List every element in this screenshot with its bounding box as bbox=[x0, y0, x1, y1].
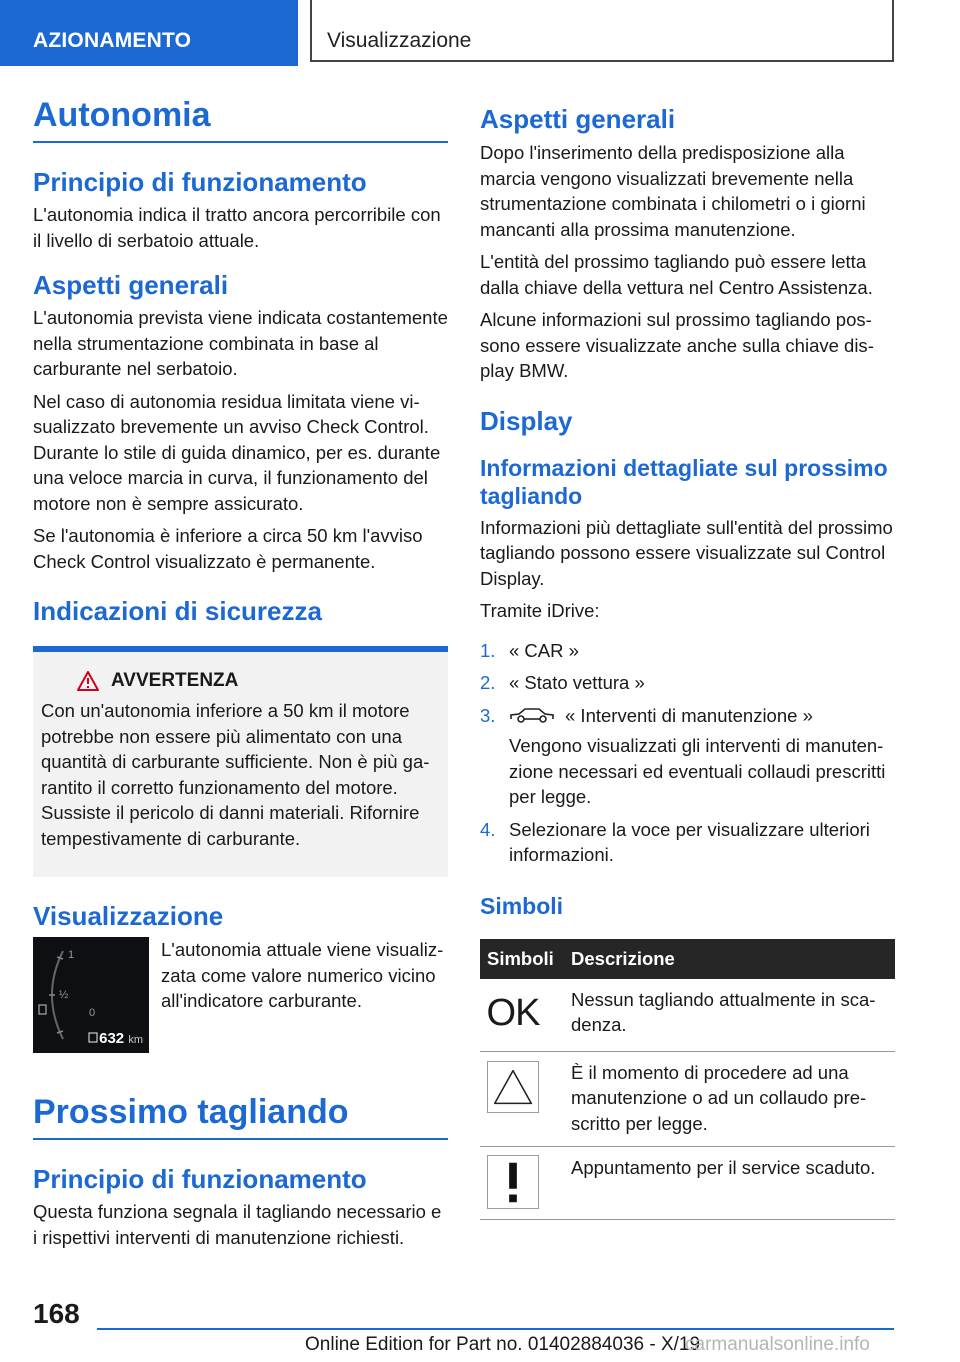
step-text[interactable]: « Interventi di manutenzione » bbox=[565, 704, 813, 726]
table-row bbox=[480, 979, 895, 1052]
left-column bbox=[33, 96, 448, 1250]
table-row bbox=[480, 1147, 895, 1220]
table-header-symbols: Simboli bbox=[480, 939, 564, 979]
gauge-tick-1: 1 bbox=[68, 949, 75, 961]
exclamation-icon bbox=[487, 1154, 539, 1210]
text-right-2: L'entità del prossimo tagliando può essere letta dalla chiave della vettura nel Centro Assistenza. bbox=[480, 251, 873, 298]
text-right-3: Alcune informazioni sul prossimo tagliando possono essere visualizzate anche sulla chiave display BMW. bbox=[480, 309, 874, 381]
exclamation-symbol bbox=[487, 1155, 539, 1209]
right-column bbox=[480, 96, 895, 1220]
symbol-cell bbox=[480, 1147, 564, 1220]
idrive-steps bbox=[480, 638, 895, 868]
footer-divider bbox=[97, 1328, 894, 1330]
step-item bbox=[480, 703, 895, 810]
step-text[interactable]: « Stato vettura » bbox=[509, 672, 645, 693]
page-number: 168 bbox=[33, 1298, 80, 1329]
description-cell: Nessun tagliando attualmente in scadenza. bbox=[564, 979, 895, 1052]
step-item bbox=[480, 670, 895, 696]
warning-header bbox=[41, 670, 440, 692]
step-number: 3. bbox=[480, 704, 496, 726]
section-tab[interactable]: AZIONAMENTO bbox=[0, 0, 298, 66]
text-right-1: Dopo l'inserimento della predisposizione alla marcia vengono visualizzati brevemente nella strumentazione combinata i chilometri o i giorni mancanti alla prossima manutenzione. bbox=[480, 142, 866, 240]
heading-aspetti-right: Aspetti generali bbox=[480, 104, 676, 134]
step-number: 4. bbox=[480, 818, 496, 840]
description-cell: Appuntamento per il service scaduto. bbox=[564, 1147, 895, 1220]
warning-icon bbox=[77, 671, 99, 691]
page-title: Autonomia bbox=[33, 96, 448, 143]
gauge-unit: km bbox=[128, 1034, 143, 1046]
table-row bbox=[480, 1051, 895, 1147]
step-number: 1. bbox=[480, 639, 496, 661]
fuel-gauge-image bbox=[33, 937, 149, 1053]
description-cell: È il momento di procedere ad una manutenzione o ad un collaudo prescritto per legge. bbox=[564, 1051, 895, 1147]
table-header-description: Descrizione bbox=[564, 939, 895, 979]
text-visualizzazione: L'autonomia attuale viene visualizzata come valore numerico vicino all'indicatore carburante. bbox=[161, 939, 444, 1011]
step-number: 2. bbox=[480, 672, 496, 693]
triangle-symbol bbox=[487, 1060, 539, 1114]
step-body bbox=[509, 703, 895, 810]
heading-principio-2: Principio di funzionamento bbox=[33, 1164, 367, 1194]
symbol-cell bbox=[480, 1051, 564, 1147]
gauge-value bbox=[99, 1030, 143, 1047]
heading-visualizzazione: Visualizzazione bbox=[33, 901, 224, 931]
heading-principio: Principio di funzionamento bbox=[33, 167, 367, 197]
text-aspetti-1: L'autonomia prevista viene indicata costantemente nella strumentazione combinata in base al carburante nel serbatoio. bbox=[33, 307, 448, 379]
warning-title: AVVERTENZA bbox=[111, 670, 239, 691]
ok-symbol bbox=[487, 987, 539, 1041]
step-line bbox=[509, 703, 895, 729]
gauge-tick-half: ½ bbox=[59, 989, 69, 1001]
triangle-icon bbox=[487, 1060, 539, 1114]
step-text[interactable]: « CAR » bbox=[509, 639, 579, 661]
footer-edition: Online Edition for Part no. 01402884036 - X/19 bbox=[305, 1334, 701, 1355]
header-bar bbox=[0, 0, 960, 66]
visualizzazione-row bbox=[33, 937, 448, 1053]
text-aspetti-3: Se l'autonomia è inferiore a circa 50 km l'avviso Check Control visualizzato è permanente. bbox=[33, 525, 423, 572]
text-aspetti-2: Nel caso di autonomia residua limitata viene visualizzato brevemente un avviso Check Control. Durante lo stile di guida dinamico, per es. durante una veloce marcia in curva, il funzionamento del motore non è sempre assicurato. bbox=[33, 390, 441, 514]
watermark: carmanualsonline.info bbox=[685, 1334, 870, 1355]
text-principio: L'autonomia indica il tratto ancora percorribile con il livello di serbatoio attuale. bbox=[33, 204, 441, 251]
step-item bbox=[480, 638, 895, 664]
step-item bbox=[480, 817, 895, 868]
symbols-table bbox=[480, 939, 895, 1221]
gauge-number: 632 bbox=[99, 1030, 125, 1047]
heading-sicurezza: Indicazioni di sicurezza bbox=[33, 596, 322, 626]
gauge-tick-0: 0 bbox=[89, 1007, 96, 1019]
table-header-row bbox=[480, 939, 895, 979]
heading-info-tagliando: Informazioni dettagliate sul prossimo tagliando bbox=[480, 454, 888, 509]
heading-simboli: Simboli bbox=[480, 892, 564, 919]
car-service-icon bbox=[509, 705, 555, 725]
warning-text: Con un'autonomia inferiore a 50 km il motore potrebbe non essere più alimentato con una quantità di carburante sufficiente. Non è più garantito il corretto funzionamento del motore. Sussiste il pericolo di danni materiali. Rifornire tempestivamente di carburante. bbox=[41, 700, 430, 849]
subsection-tab[interactable]: Visualizzazione bbox=[310, 0, 894, 62]
ok-symbol-text: OK bbox=[486, 991, 540, 1034]
text-info: Informazioni più dettagliate sull'entità del prossimo tagliando possono essere visualizzate sul Control Display. bbox=[480, 516, 893, 589]
symbol-cell bbox=[480, 979, 564, 1052]
text-idrive: Tramite iDrive: bbox=[480, 600, 600, 621]
step-text: Selezionare la voce per visualizzare ulteriori informazioni. bbox=[509, 818, 870, 865]
heading-display: Display bbox=[480, 405, 573, 436]
text-principio-2: Questa funziona segnala il tagliando necessario e i rispettivi interventi di manutenzione richiesti. bbox=[33, 1201, 442, 1248]
heading-aspetti: Aspetti generali bbox=[33, 270, 229, 300]
title-prossimo-tagliando: Prossimo tagliando bbox=[33, 1093, 448, 1140]
step-subtext: Vengono visualizzati gli interventi di manutenzione necessari ed eventuali collaudi prescritti per legge. bbox=[509, 735, 886, 807]
warning-box bbox=[33, 646, 448, 877]
